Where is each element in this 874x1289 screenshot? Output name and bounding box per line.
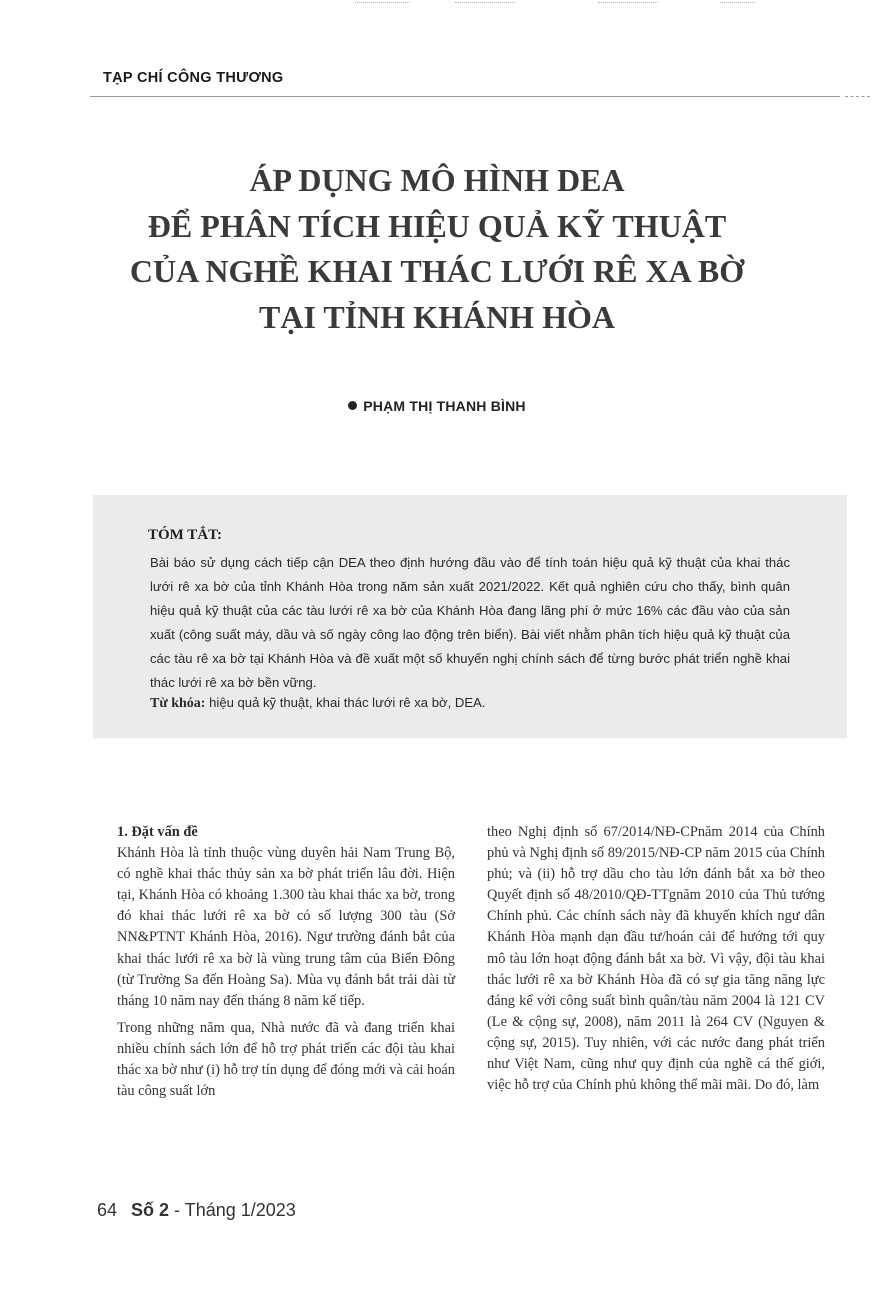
section-heading: 1. Đặt vấn đề bbox=[117, 824, 198, 840]
top-margin-marks bbox=[0, 0, 874, 12]
title-line: CỦA NGHỀ KHAI THÁC LƯỚI RÊ XA BỜ bbox=[129, 253, 745, 289]
abstract-heading: TÓM TẮT: bbox=[148, 527, 223, 543]
body-paragraph: Khánh Hòa là tỉnh thuộc vùng duyên hải Nam Trung Bộ, có nghề khai thác thủy sản xa bờ phát triển lâu đời. Hiện tại, Khánh Hòa có khoảng 1.300 tàu khai thác xa bờ, trong đó khai thác lưới rê xa bờ có số lượng 300 tàu (Sở NN&PTNT Khánh Hòa, 2016). Ngư trường đánh bắt của khai thác lưới rê xa bờ là vùng trung tâm của Biển Đông (từ Trường Sa đến Hoàng Sa). Mùa vụ đánh bắt trải dài từ tháng 10 năm nay đến tháng 8 năm kế tiếp. bbox=[117, 845, 455, 1009]
keywords-list: hiệu quả kỹ thuật, khai thác lưới rê xa bờ, DEA. bbox=[205, 695, 486, 710]
body-column-left bbox=[117, 822, 455, 1102]
keywords-label: Từ khóa: bbox=[150, 696, 206, 711]
page-footer bbox=[97, 1200, 296, 1221]
header-rule-end bbox=[845, 96, 870, 97]
page-number: 64 bbox=[97, 1200, 118, 1220]
keywords bbox=[150, 695, 790, 712]
header-rule bbox=[90, 96, 840, 97]
title-line: ĐỂ PHÂN TÍCH HIỆU QUẢ KỸ THUẬT bbox=[147, 207, 727, 244]
title-line: TẠI TỈNH KHÁNH HÒA bbox=[259, 298, 615, 335]
body-paragraph: Trong những năm qua, Nhà nước đã và đang triển khai nhiều chính sách lớn để hỗ trợ phát triển các đội tàu khai thác xa bờ như (i) hỗ trợ tín dụng để đóng mới và cải hoán tàu công suất lớn bbox=[117, 1019, 455, 1100]
body-column-right bbox=[487, 822, 825, 1096]
title-line: ÁP DỤNG MÔ HÌNH DEA bbox=[249, 162, 625, 198]
body-paragraph: theo Nghị định số 67/2014/NĐ-CPnăm 2014 của Chính phủ và Nghị định số 89/2015/NĐ-CP năm 2015 của Chính phủ; và (ii) hỗ trợ dầu cho tàu lớn đánh bắt xa bờ theo Quyết định số 48/2010/QĐ-TTgnăm 2010 của Thủ tướng Chính phủ. Các chính sách này đã khuyến khích ngư dân Khánh Hòa mạnh dạn đầu tư/hoán cải để hướng tới quy mô tàu lớn hoạt động đánh bắt xa bờ. Vì vậy, đội tàu khai thác lưới rê xa bờ Khánh Hòa đã có sự gia tăng năng lực đáng kể với công suất bình quân/tàu năm 2004 là 121 CV (Le & cộng sự, 2008), năm 2011 là 264 CV (Nguyen & cộng sự, 2015). Tuy nhiên, với các nước đang phát triển như Việt Nam, cũng như quy định của nghề cá thế giới, việc hỗ trợ của Chính phủ không thể mãi mãi. Do đó, làm bbox=[487, 824, 825, 1094]
issue-label: Số 2 bbox=[131, 1200, 170, 1220]
article-title bbox=[87, 158, 787, 340]
issue-date: - Tháng 1/2023 bbox=[169, 1200, 296, 1220]
bullet-icon bbox=[348, 401, 357, 410]
journal-header: TẠP CHÍ CÔNG THƯƠNG bbox=[103, 70, 284, 86]
author-line bbox=[0, 398, 874, 414]
abstract-text bbox=[150, 551, 790, 696]
abstract-paragraph: Bài báo sử dụng cách tiếp cận DEA theo định hướng đầu vào để tính toán hiệu quả kỹ thuật của khai thác lưới rê xa bờ của tỉnh Khánh Hòa trong năm sản xuất 2021/2022. Kết quả nghiên cứu cho thấy, bình quân hiệu quả kỹ thuật của các tàu lưới rê xa bờ của Khánh Hòa đang lãng phí ở mức 16% các đầu vào của sản xuất (công suất máy, dầu và số ngày công lao động trên biển). Bài viết nhằm phân tích hiệu quả kỹ thuật của các tàu rê xa bờ tại Khánh Hòa và đề xuất một số khuyến nghị chính sách để từng bước phát triển nghề khai thác lưới rê xa bờ bền vững. bbox=[150, 555, 790, 691]
author-name: PHẠM THỊ THANH BÌNH bbox=[363, 398, 526, 414]
